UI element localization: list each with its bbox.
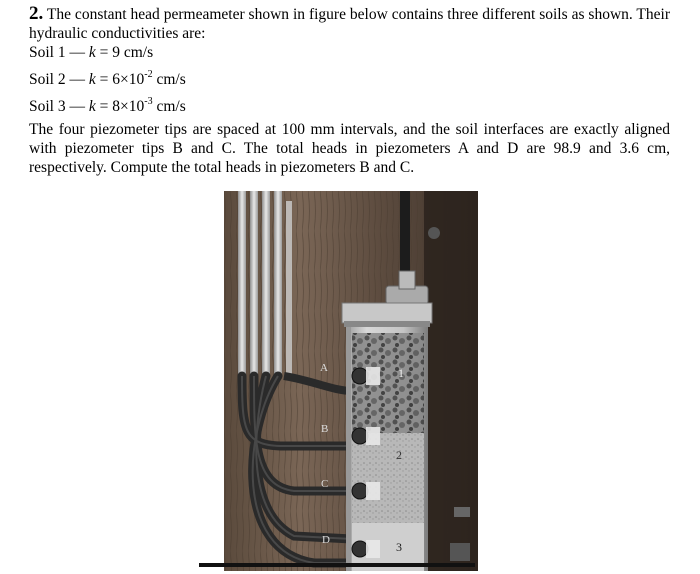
- problem-intro: The constant head permeameter shown in figure below contains three different soils as shown. Their hydraulic conductivities are:: [29, 6, 670, 42]
- soil-1-name: Soil 1: [29, 44, 66, 61]
- soil-1-line: Soil 1 — k = 9 cm/s: [29, 44, 154, 61]
- soil-3-k-unit: cm/s: [152, 98, 186, 115]
- figure-baseline-rule: [199, 563, 475, 567]
- soil-3-name: Soil 3: [29, 98, 66, 115]
- problem-body: The four piezometer tips are spaced at 100 mm intervals, and the soil interfaces are exactly aligned with piezometer tips B and C. The total heads in piezometers A and D are 98.9 and 3.6 cm, respectively. Compute the total heads in piezometers B and C.: [29, 121, 670, 176]
- soil-2-line: Soil 2 — $k = 6\times 10^{-2}$ cm/s: [29, 68, 186, 88]
- permeameter-photo: [224, 191, 478, 571]
- soil-label-3: 3: [396, 540, 402, 554]
- soil-3-line: Soil 3 — $k = 8\times 10^{-3}$ cm/s: [29, 95, 186, 115]
- soil-label-1: 1: [398, 366, 404, 380]
- soil-2-k-value: = 6×10: [95, 71, 145, 88]
- soil-2-k-exponent: -2: [144, 68, 153, 80]
- soil-label-2: 2: [396, 448, 402, 462]
- soil-2-name: Soil 2: [29, 71, 66, 88]
- soil-3-k-value: = 8×10: [95, 98, 145, 115]
- tip-label-d: D: [322, 534, 330, 546]
- tip-label-a: A: [320, 362, 328, 374]
- soil-3-k-exponent: -3: [144, 95, 153, 107]
- tip-label-b: B: [321, 423, 329, 435]
- problem-number: 2.: [29, 3, 44, 24]
- problem-statement: [29, 4, 670, 177]
- soil-2-k-unit: cm/s: [152, 71, 186, 88]
- tip-label-c: C: [321, 478, 329, 490]
- problem-intro-paragraph: [29, 4, 670, 43]
- soil-1-k-value: = 9 cm/s: [95, 44, 154, 61]
- permeameter-illustration: [224, 191, 478, 571]
